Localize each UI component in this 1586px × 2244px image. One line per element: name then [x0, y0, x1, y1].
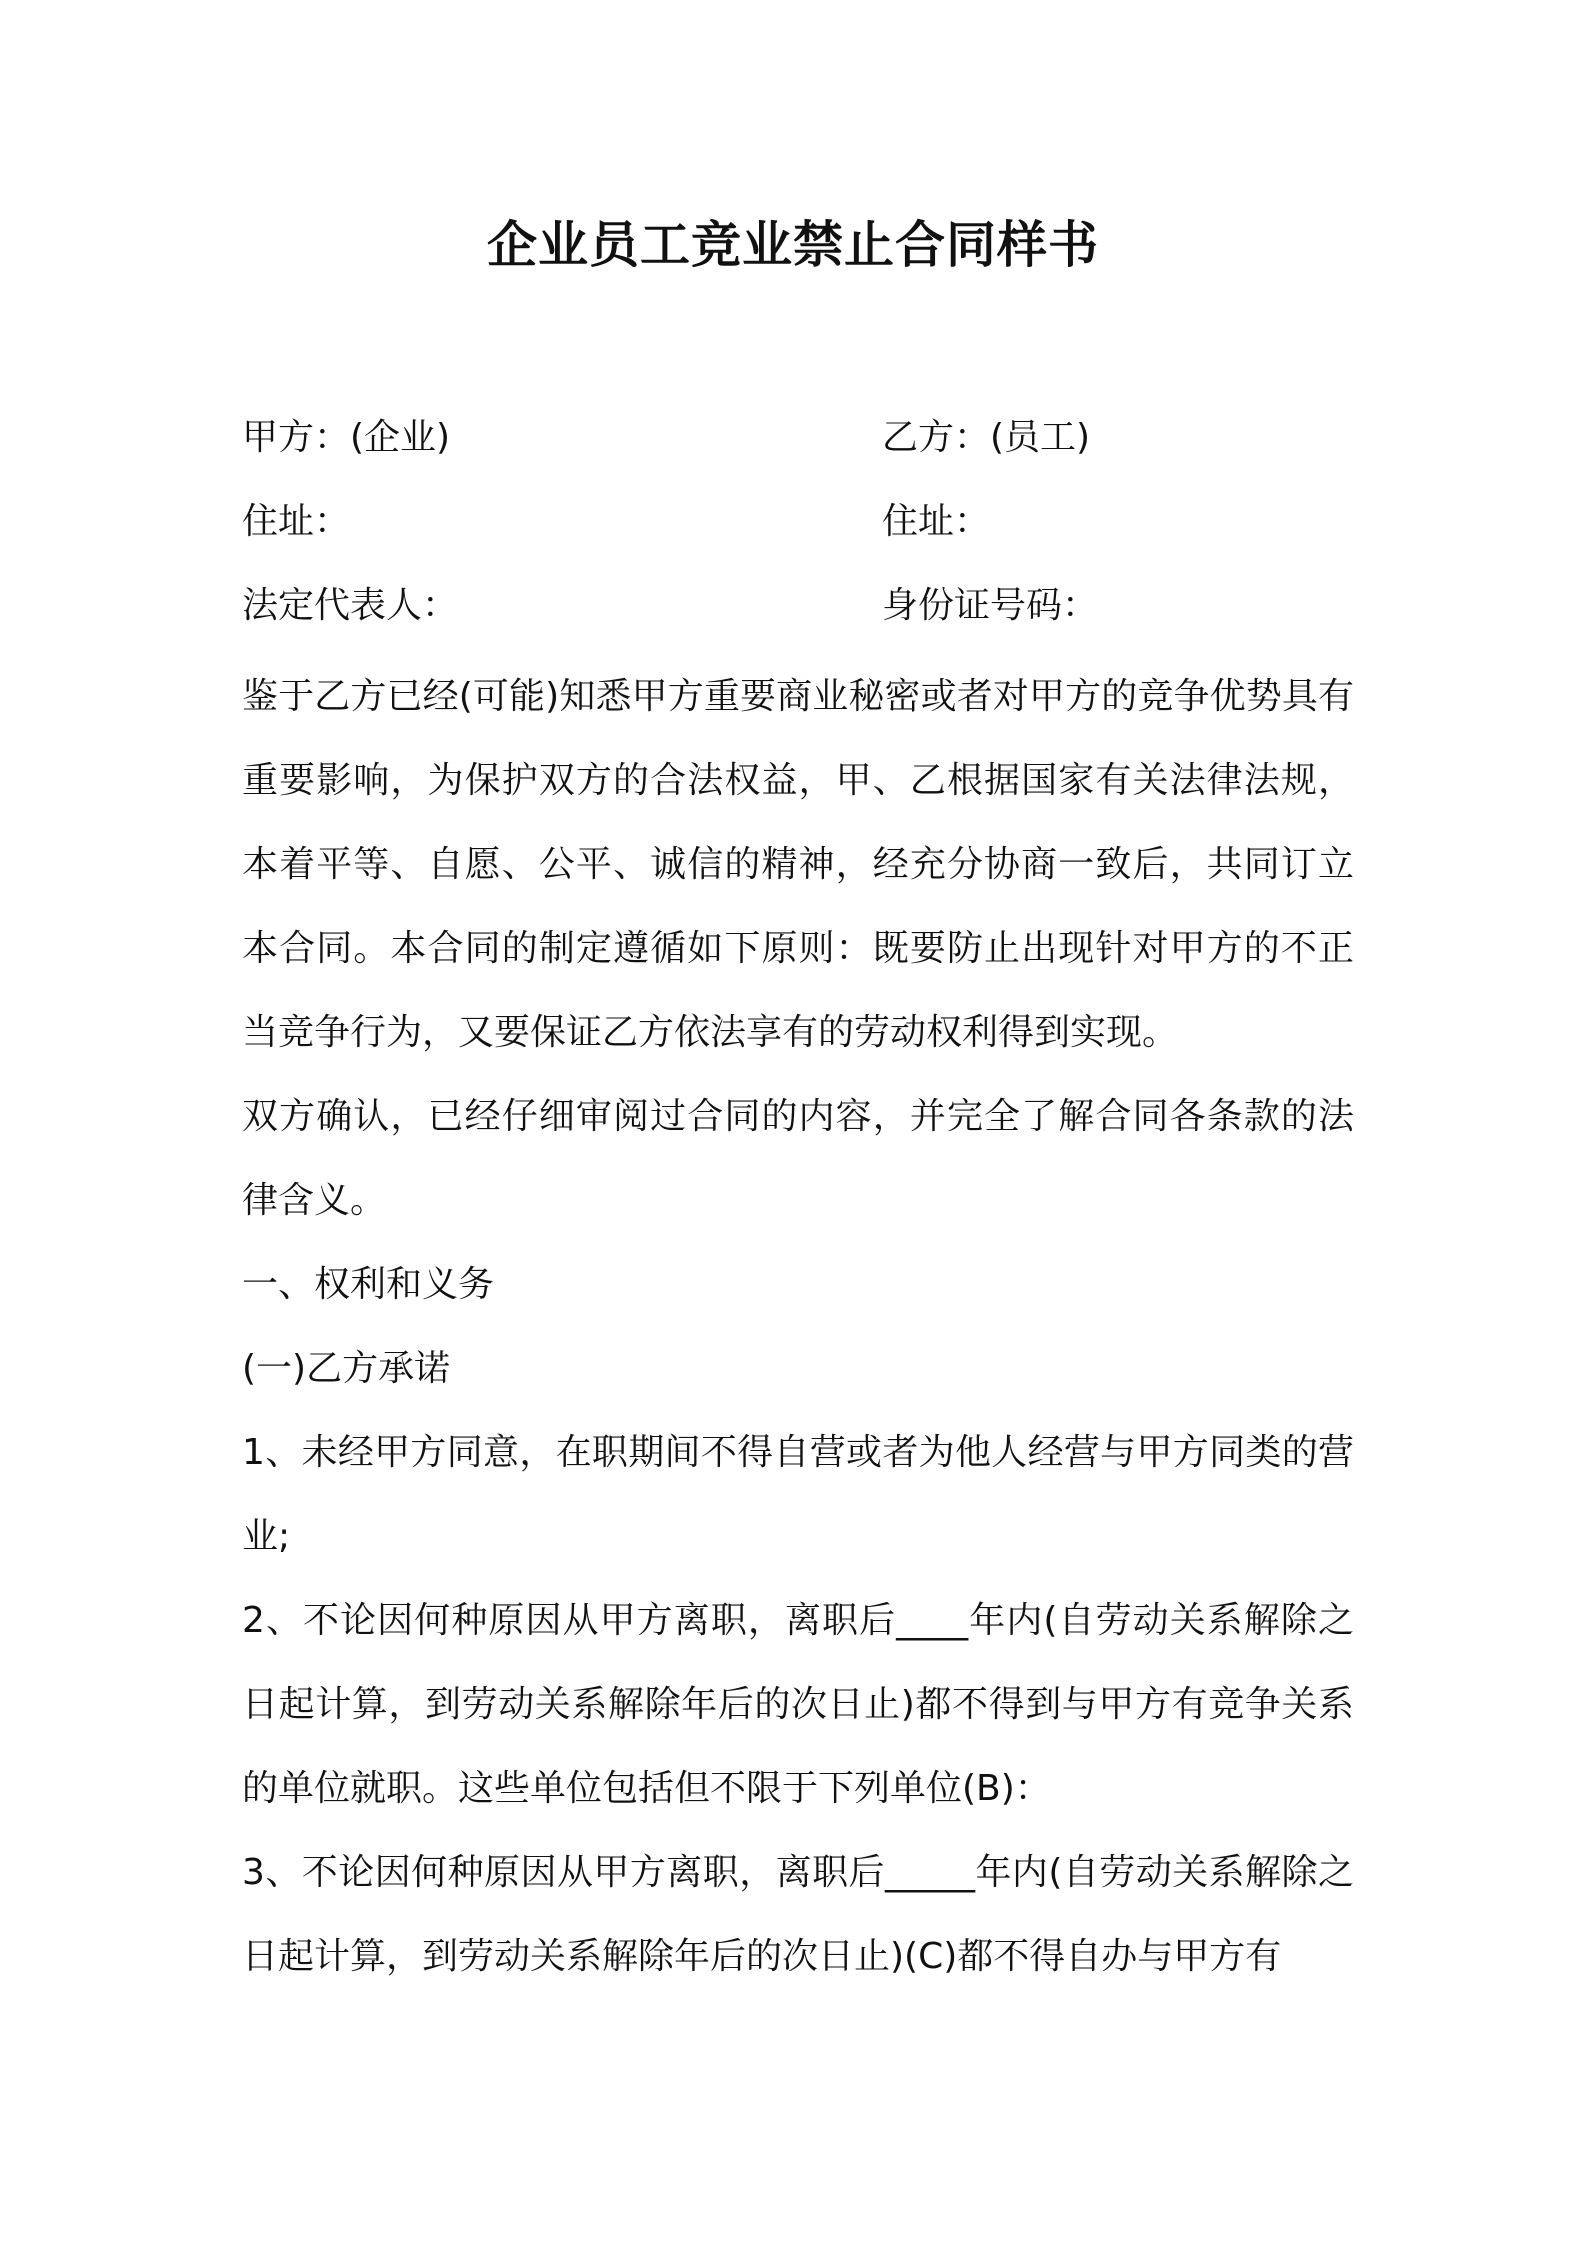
- clause-2: 2、不论因何种原因从甲方离职，离职后____年内(自劳动关系解除之日起计算，到劳动关系解除年后的次日止)都不得到与甲方有竞争关系的单位就职。这些单位包括但不限于下列单位(B)：: [242, 1600, 1354, 1809]
- id-number-label: 身份证号码：: [882, 585, 1099, 626]
- party-b-address-label: 住址：: [882, 501, 991, 542]
- subsection-heading: (一)乙方承诺: [242, 1348, 451, 1389]
- contract-body: [242, 655, 1354, 1999]
- confirmation-paragraph: 双方确认，已经仔细审阅过合同的内容，并完全了解合同各条款的法律含义。: [242, 1096, 1354, 1221]
- clause-1: 1、未经甲方同意，在职期间不得自营或者为他人经营与甲方同类的营业;: [242, 1432, 1354, 1557]
- preamble-paragraph: 鉴于乙方已经(可能)知悉甲方重要商业秘密或者对甲方的竞争优势具有重要影响，为保护双方的合法权益，甲、乙根据国家有关法律法规，本着平等、自愿、公平、诚信的精神，经充分协商一致后，共同订立本合同。本合同的制定遵循如下原则：既要防止出现针对甲方的不正当竞争行为，又要保证乙方依法享有的劳动权利得到实现。: [242, 676, 1354, 1053]
- document-title: 企业员工竞业禁止合同样书: [487, 216, 1099, 274]
- party-row-names: [242, 408, 1352, 468]
- party-b-label: 乙方：(员工): [882, 417, 1091, 458]
- legal-representative-label: 法定代表人：: [242, 585, 459, 626]
- party-a-label: 甲方：(企业): [242, 417, 451, 458]
- party-row-address: [242, 492, 1352, 552]
- party-a-address-label: 住址：: [242, 501, 351, 542]
- clause-3: 3、不论因何种原因从甲方离职，离职后_____年内(自劳动关系解除之日起计算，到劳动关系解除年后的次日止)(C)都不得自办与甲方有: [242, 1852, 1354, 1977]
- section-heading: 一、权利和义务: [242, 1264, 495, 1305]
- party-row-id: [242, 576, 1352, 636]
